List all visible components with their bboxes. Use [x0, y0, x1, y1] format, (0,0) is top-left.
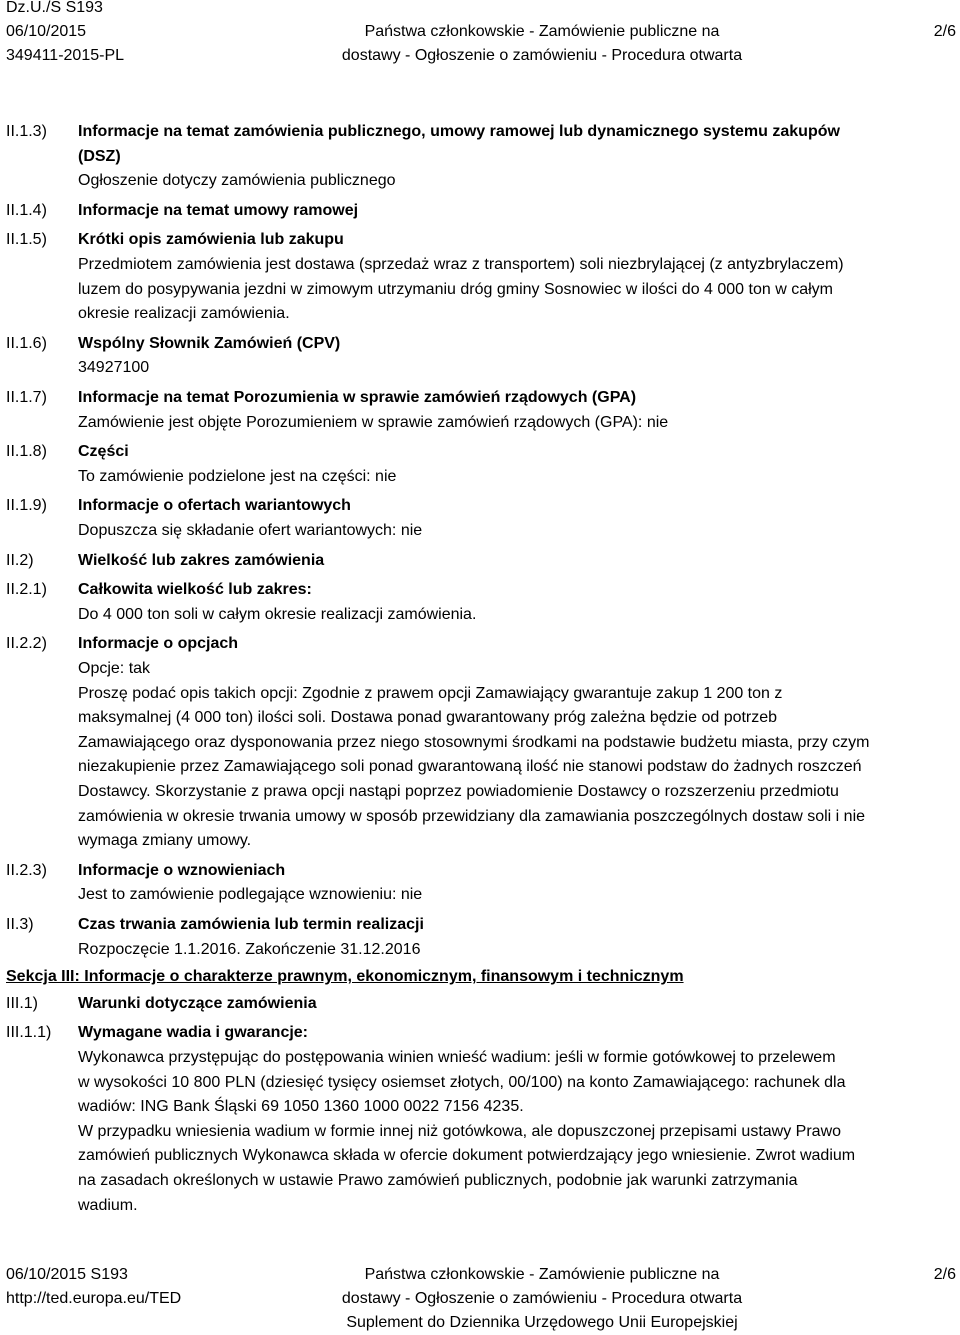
section-number: II.2)	[6, 551, 34, 569]
section-heading: Informacje na temat Porozumienia w sprawie zamówień rządowych (GPA)	[78, 389, 637, 406]
section-number: II.1.3)	[6, 123, 47, 140]
section-text: luzem do posypywania jezdni w zimowym utrzymaniu dróg gminy Sosnowiec w ilości do 4 000 ton w całym	[78, 280, 833, 298]
section-text: wymaga zmiany umowy.	[78, 832, 252, 850]
section-text: maksymalnej (4 000 ton) ilości soli. Dostawa ponad gwarantowany próg zależna będzie od potrzeb	[78, 709, 778, 727]
section-heading: Wspólny Słownik Zamówień (CPV)	[78, 334, 341, 352]
section-heading: Krótki opis zamówienia lub zakupu	[78, 231, 344, 249]
section-text: zamówienia w okresie trwania umowy w sposób przewidziany dla zamawiania poszczególnych dostaw soli i nie	[78, 807, 866, 825]
section-text: Zamówienie jest objęte Porozumieniem w sprawie zamówień rządowych (GPA): nie	[78, 413, 669, 431]
section-number: II.1.5)	[6, 231, 47, 249]
section-heading: Warunki dotyczące zamówienia	[78, 994, 317, 1012]
section-heading: Informacje na temat umowy ramowej	[78, 201, 359, 219]
footer-date-issue: 06/10/2015 S193	[6, 1266, 128, 1283]
footer-title-line-1: Państwa członkowskie - Zamówienie publiczne na	[364, 1266, 720, 1283]
section-text: Ogłoszenie dotyczy zamówienia publicznego	[78, 172, 396, 190]
section-text: Zamawiającego oraz dysponowania przez niego stosownymi środkami na podstawie budżetu miasta, przy czym	[78, 733, 870, 751]
section-text: na zasadach określonych w ustawie Prawo zamówień publicznych, podobnie jak warunki zatrzymania	[78, 1172, 798, 1189]
section-number: II.2.2)	[6, 635, 47, 653]
section-text: Jest to zamówienie podlegające wznowieniu: nie	[78, 886, 423, 904]
page-number: 2/6	[933, 23, 956, 40]
section-text: Opcje: tak	[78, 660, 151, 677]
section-heading: Całkowita wielkość lub zakres:	[78, 581, 312, 599]
header-title-line-2: dostawy - Ogłoszenie o zamówieniu - Procedura otwarta	[341, 47, 743, 64]
section-text: niezakupienie przez Zamawiającego soli ponad gwarantowaną ilość nie stanowi podstaw do żadnych roszczeń	[78, 758, 862, 776]
section-number: II.1.6)	[6, 334, 47, 352]
section-number: II.1.8)	[6, 443, 47, 461]
section-heading: Wymagane wadia i gwarancje:	[78, 1024, 309, 1042]
section-heading: Czas trwania zamówienia lub termin realizacji	[78, 916, 424, 933]
section-heading: (DSZ)	[78, 147, 121, 165]
footer-title-line-2: dostawy - Ogłoszenie o zamówieniu - Procedura otwarta	[341, 1290, 743, 1307]
footer-url[interactable]: http://ted.europa.eu/TED	[6, 1290, 182, 1307]
section-text: zamówień publicznych Wykonawca składa w ofercie dokument potwierdzający jego wniesienie. Zwrot wadium	[78, 1147, 856, 1165]
notice-number: 349411-2015-PL	[6, 47, 125, 64]
section-heading: Informacje o ofertach wariantowych	[78, 497, 351, 515]
section-text: Do 4 000 ton soli w całym okresie realizacji zamówienia.	[78, 605, 477, 623]
publication-date: 06/10/2015	[6, 23, 87, 40]
section-text: okresie realizacji zamówienia.	[78, 305, 290, 323]
section-text: Dopuszcza się składanie ofert wariantowych: nie	[78, 522, 423, 539]
section-text: Dostawcy. Skorzystanie z prawa opcji nastąpi poprzez powiadomienie Dostawcy o rozszerzeniu przedmiotu	[78, 783, 839, 800]
section-text: Proszę podać opis takich opcji: Zgodnie z prawem opcji Zamawiający gwarantuje zakup 1 200 ton z	[78, 684, 783, 702]
section-heading: Informacje na temat zamówienia publicznego, umowy ramowej lub dynamicznego systemu zakupów	[78, 123, 840, 140]
section-text: wadiów: ING Bank Śląski 69 1050 1360 1000 0022 7156 4235.	[78, 1098, 524, 1116]
header-title-line-1: Państwa członkowskie - Zamówienie publiczne na	[364, 23, 720, 40]
section-number: II.2.1)	[6, 581, 47, 599]
section-text: W przypadku wniesienia wadium w formie innej niż gotówkowa, ale dopuszczonej przepisami ustawy Prawo	[78, 1122, 842, 1140]
section-number: II.1.9)	[6, 497, 47, 515]
section-text: 34927100	[78, 359, 150, 377]
section-number: II.1.7)	[6, 389, 47, 406]
section-number: II.1.4)	[6, 201, 47, 219]
section-heading: Informacje o opcjach	[78, 635, 239, 653]
section-heading: Wielkość lub zakres zamówienia	[78, 551, 325, 569]
footer-supplement-name: Suplement do Dziennika Urzędowego Unii Europejskiej	[346, 1314, 738, 1331]
section-text: Rozpoczęcie 1.1.2016. Zakończenie 31.12.2016	[78, 940, 421, 958]
section-heading: Części	[78, 443, 129, 461]
section-number: III.1.1)	[6, 1024, 52, 1042]
section-text: Przedmiotem zamówienia jest dostawa (sprzedaż wraz z transportem) soli niezbrylającej (z antyzbrylaczem)	[78, 256, 844, 273]
section-heading: Informacje o wznowieniach	[78, 861, 286, 879]
section-text: w wysokości 10 800 PLN (dziesięć tysięcy osiemset złotych, 00/100) na konto Zamawiającego: rachunek dla	[78, 1073, 846, 1091]
section-text: Wykonawca przystępując do postępowania winien wnieść wadium: jeśli w formie gotówkowej to przelewem	[78, 1049, 836, 1066]
journal-reference: Dz.U./S S193	[6, 0, 103, 16]
section-number: II.2.3)	[6, 861, 47, 879]
section-number: III.1)	[6, 994, 39, 1012]
footer-page-number: 2/6	[933, 1266, 956, 1283]
section-text: To zamówienie podzielone jest na części: nie	[78, 467, 397, 485]
section-iii-title: Sekcja III: Informacje o charakterze prawnym, ekonomicznym, finansowym i technicznym	[6, 968, 684, 986]
section-number: II.3)	[6, 916, 34, 933]
section-text: wadium.	[78, 1196, 138, 1214]
